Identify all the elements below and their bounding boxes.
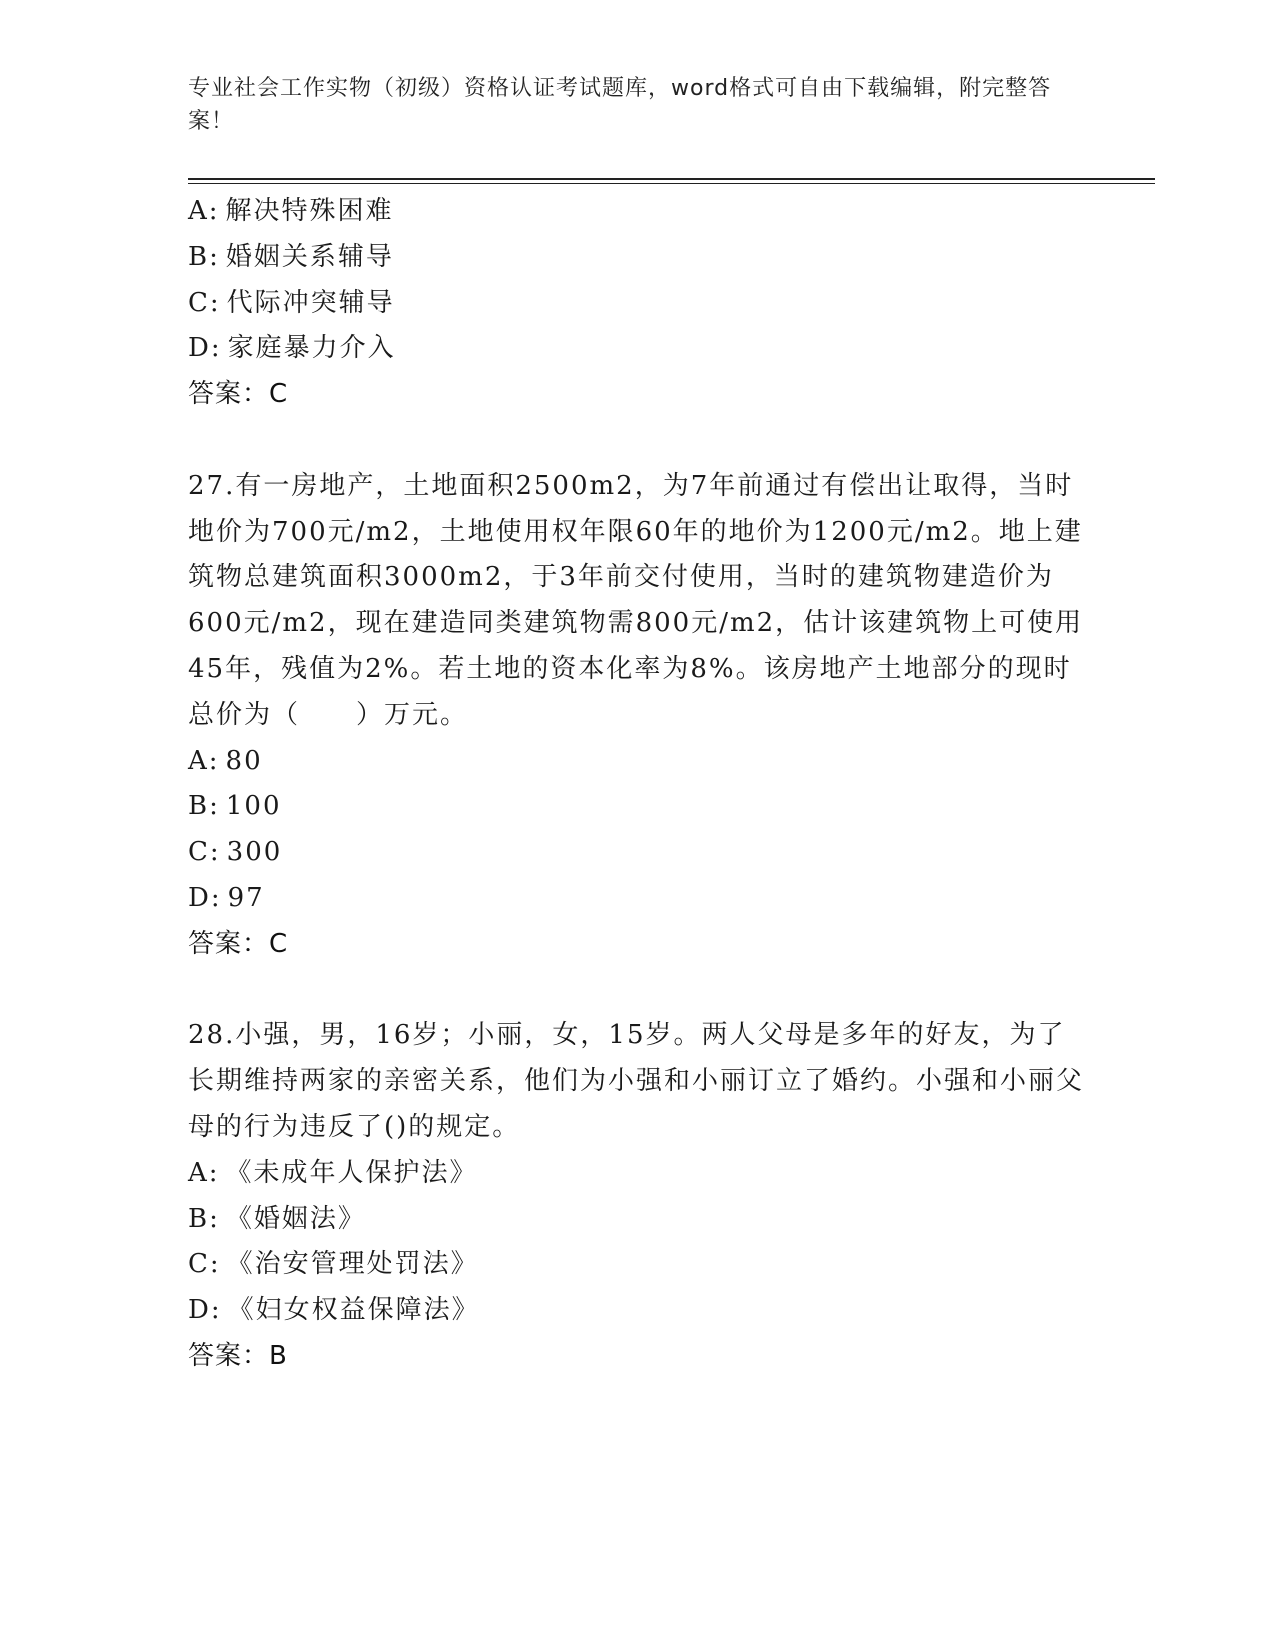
option-d <box>188 876 1088 922</box>
option-letter: C: <box>188 837 221 868</box>
question-27 <box>188 464 1088 968</box>
option-letter: D: <box>188 1295 222 1326</box>
option-a <box>188 739 1088 785</box>
option-letter: A: <box>188 1157 220 1188</box>
option-letter: B: <box>188 241 220 272</box>
question-stem: 28.小强，男，16岁；小丽，女，15岁。两人父母是多年的好友，为了长期维持两家的亲密关系，他们为小强和小丽订立了婚约。小强和小丽父母的行为违反了()的规定。 <box>188 1020 1085 1142</box>
option-text: 婚姻关系辅导 <box>225 241 394 272</box>
option-letter: D: <box>188 882 222 913</box>
option-a <box>188 189 1088 235</box>
option-b <box>188 784 1088 830</box>
option-text: 《婚姻法》 <box>225 1203 366 1234</box>
option-text: 97 <box>227 882 265 913</box>
page-header: 专业社会工作实物（初级）资格认证考试题库，word格式可自由下载编辑，附完整答案！ <box>188 76 1052 134</box>
option-letter: A: <box>188 745 220 776</box>
option-text: 《治安管理处罚法》 <box>226 1249 479 1280</box>
option-text: 300 <box>226 837 283 868</box>
question-stem: 27.有一房地产，土地面积2500m2，为7年前通过有偿出让取得，当时地价为700元/m2，土地使用权年限60年的地价为1200元/m2。地上建筑物总建筑面积3000m2，于3年前交付使用，当时的建筑物建造价为600元/m2，现在建造同类建筑物需800元/m2，估计该建筑物上可使用45年，残值为2%。若土地的资本化率为8%。该房地产土地部分的现时总价为（ ）万元。 <box>188 470 1084 730</box>
option-text: 家庭暴力介入 <box>227 333 396 364</box>
option-c <box>188 1242 1088 1288</box>
option-text: 100 <box>225 791 282 822</box>
spacer <box>188 968 1088 1014</box>
option-text: 代际冲突辅导 <box>226 287 395 318</box>
option-a <box>188 1151 1088 1197</box>
option-letter: B: <box>188 791 220 822</box>
prev-question <box>188 189 1088 418</box>
option-letter: B: <box>188 1203 220 1234</box>
answer-line: 答案：B <box>188 1340 288 1371</box>
document-content <box>188 189 1088 1380</box>
option-letter: D: <box>188 333 222 364</box>
answer-line: 答案：C <box>188 379 289 410</box>
option-d <box>188 326 1088 372</box>
option-letter: C: <box>188 1249 221 1280</box>
option-text: 解决特殊困难 <box>225 196 394 226</box>
question-28 <box>188 1013 1088 1379</box>
header-rule-thin <box>188 183 1155 184</box>
option-c <box>188 281 1088 327</box>
header-rule-thick <box>188 178 1155 180</box>
option-letter: C: <box>188 287 221 318</box>
answer-line: 答案：C <box>188 928 289 959</box>
option-text: 《未成年人保护法》 <box>225 1157 478 1188</box>
option-letter: A: <box>188 196 220 226</box>
spacer <box>188 418 1088 464</box>
option-text: 《妇女权益保障法》 <box>227 1295 480 1326</box>
option-d <box>188 1288 1088 1334</box>
option-text: 80 <box>225 745 263 776</box>
option-b <box>188 235 1088 281</box>
option-b <box>188 1197 1088 1243</box>
option-c <box>188 830 1088 876</box>
